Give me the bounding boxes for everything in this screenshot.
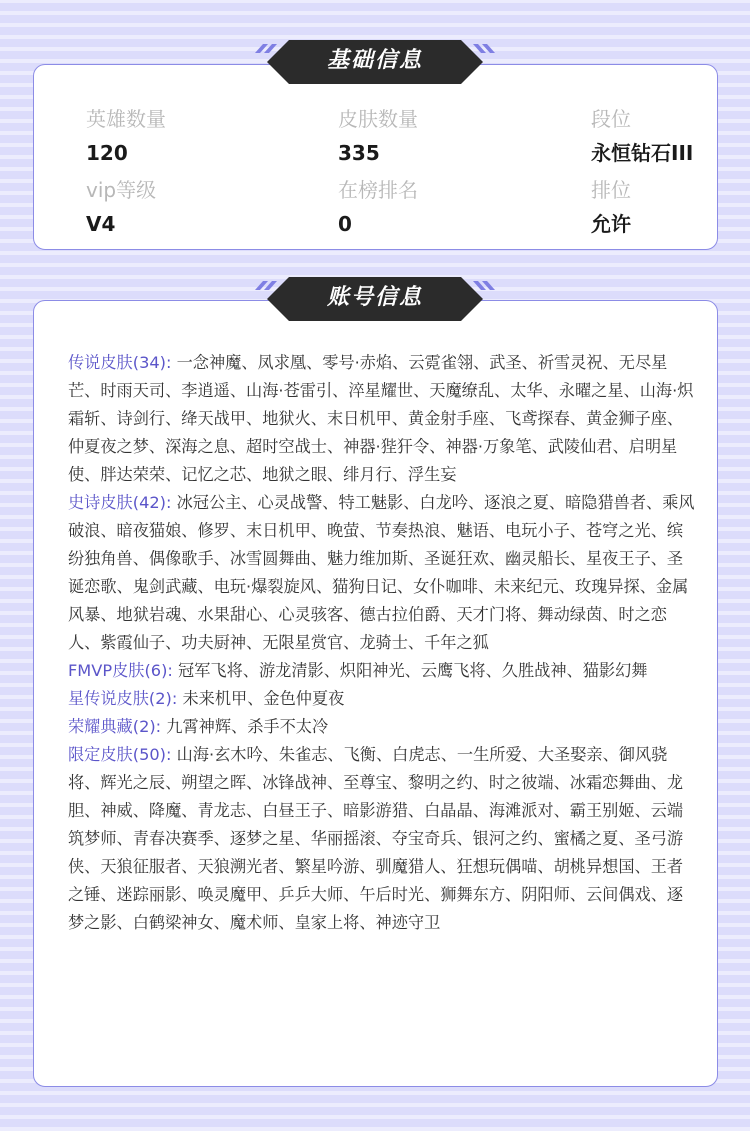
section-title-text: 基础信息 [326,48,423,73]
skin-category-star-legend [68,685,696,713]
info-label: vip等级 [86,178,157,202]
skin-category-epic [68,489,696,657]
skin-category-fmvp [68,657,696,685]
info-rank-tier [591,107,693,165]
info-label: 排位 [591,178,631,202]
section-title-account [247,276,503,322]
category-label: FMVP皮肤(6): [68,661,173,680]
category-items: 九霄神辉、杀手不太冷 [166,717,329,736]
section-title-text: 账号信息 [326,285,423,310]
category-label: 荣耀典藏(2): [68,717,162,736]
category-label: 史诗皮肤(42): [68,493,172,512]
info-value: 335 [338,141,380,165]
category-label: 星传说皮肤(2): [68,689,178,708]
skin-category-limited [68,741,696,937]
category-items: 未来机甲、金色仲夏夜 [182,689,345,708]
category-items: 山海·玄木吟、朱雀志、飞衡、白虎志、一生所爱、大圣娶亲、御风骁将、辉光之辰、朔望之晖、冰锋战神、至尊宝、黎明之约、时之彼端、冰霜恋舞曲、龙胆、神威、降魔、青龙志、白昼王子、暗影游猎、白晶晶、海滩派对、霸王别姬、云端筑梦师、青春决赛季、逐梦之星、华丽摇滚、夺宝奇兵、银河之约、蜜橘之夏、圣弓游侠、天狼征服者、天狼溯光者、繁星吟游、驯魔猎人、狂想玩偶喵、胡桃异想国、王者之锤、迷踪丽影、唤灵魔甲、乒乒大师、午后时光、狮舞东方、阴阳师、云间偶戏、逐梦之影、白鹤梁神女、魔术师、皇家上将、神迹守卫 [68,745,684,932]
info-hero-count [86,107,166,165]
info-label: 在榜排名 [338,178,418,202]
category-label: 传说皮肤(34): [68,353,172,372]
info-value: 允许 [591,212,631,236]
section-title-basic [247,39,503,85]
info-leaderboard-rank [338,178,418,236]
info-value: 0 [338,212,352,236]
info-ranked-allowed [591,178,631,236]
skin-category-legendary [68,349,696,489]
info-value: V4 [86,212,116,236]
info-label: 段位 [591,107,631,131]
info-value: 永恒钻石III [591,141,694,165]
category-items: 冰冠公主、心灵战警、特工魅影、白龙吟、逐浪之夏、暗隐猎兽者、乘风破浪、暗夜猫娘、修罗、末日机甲、晚萤、节奏热浪、魅语、电玩小子、苍穹之光、缤纷独角兽、偶像歌手、冰雪圆舞曲、魅力维加斯、圣诞狂欢、幽灵船长、星夜王子、圣诞恋歌、鬼剑武藏、电玩·爆裂旋风、猫狗日记、女仆咖啡、未来纪元、玫瑰异探、金属风暴、地狱岩魂、水果甜心、心灵骇客、德古拉伯爵、天才门将、舞动绿茵、时之恋人、紫霞仙子、功夫厨神、无限星赏官、龙骑士、千年之狐 [68,493,695,652]
basic-info-card [33,64,718,250]
category-items: 一念神魔、凤求凰、零号·赤焰、云霓雀翎、武圣、祈雪灵祝、无尽星芒、时雨天司、李逍遥、山海·苍雷引、淬星耀世、天魔缭乱、太华、永曜之星、山海·炽霜斩、诗剑行、绛天战甲、地狱火、末日机甲、黄金射手座、飞鸢探春、黄金狮子座、仲夏夜之梦、深海之息、超时空战士、神器·狴犴令、神器·万象笔、武陵仙君、启明星使、胖达荣荣、记忆之芯、地狱之眼、绯月行、浮生妄 [68,353,694,484]
info-value: 120 [86,141,128,165]
category-items: 冠军飞将、游龙清影、炽阳神光、云鹰飞将、久胜战神、猫影幻舞 [178,661,648,680]
skin-category-glory-collection [68,713,696,741]
skin-list [68,349,696,937]
info-label: 英雄数量 [86,107,166,131]
account-info-card [33,300,718,1087]
category-label: 限定皮肤(50): [68,745,172,764]
info-label: 皮肤数量 [338,107,418,131]
info-skin-count [338,107,418,165]
info-vip-level [86,178,156,236]
